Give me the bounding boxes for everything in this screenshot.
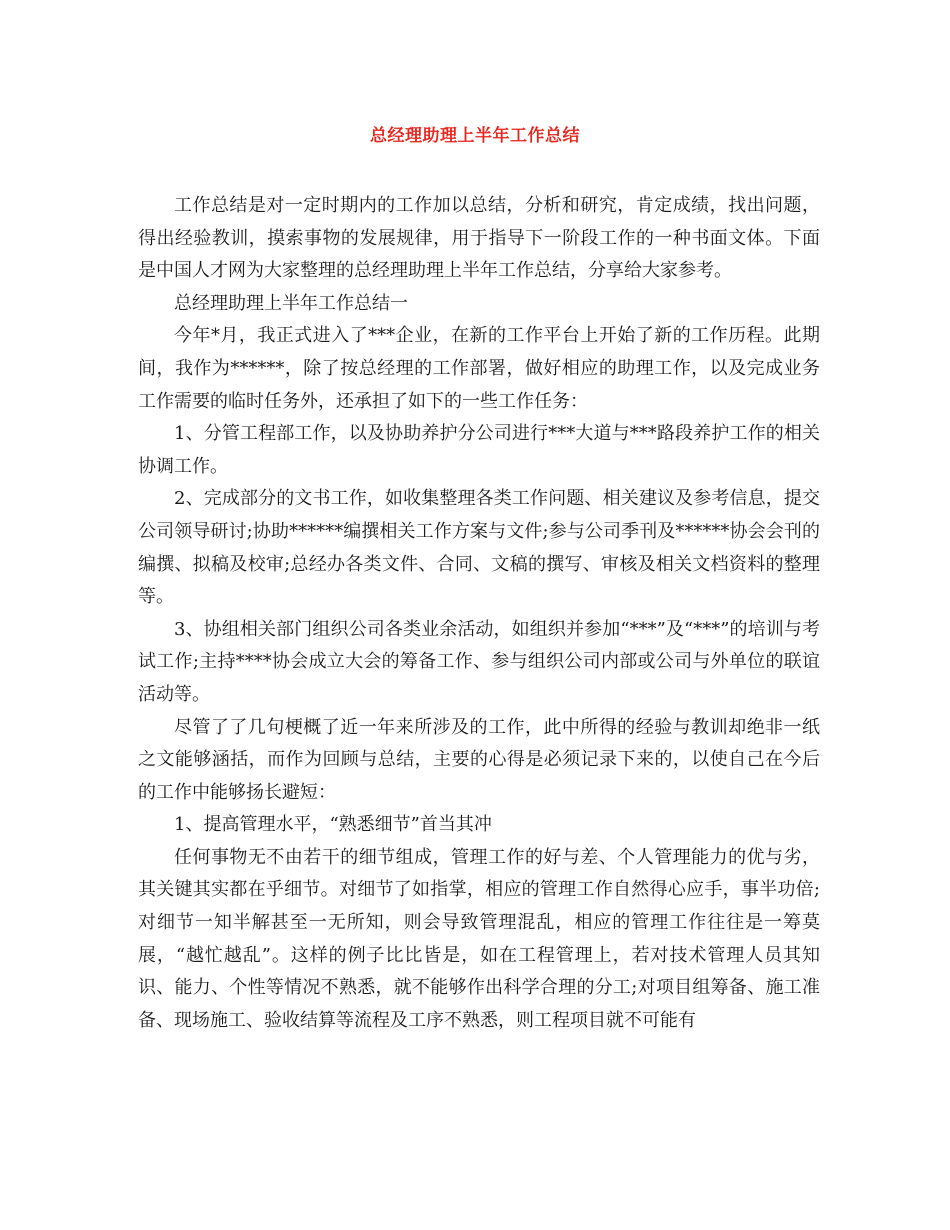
document-title: 总经理助理上半年工作总结 (370, 126, 580, 146)
paragraph-details: 任何事物无不由若干的细节组成，管理工作的好与差、个人管理能力的优与劣，其关键其实都在乎细节。对细节了如指掌，相应的管理工作自然得心应手，事半功倍;对细节一知半解甚至一无所知，则会导致管理混乱，相应的管理工作往往是一筹莫展，“越忙越乱”。这样的例子比比皆是，如在工程管理上，若对技术管理人员其知识、能力、个性等情况不熟悉，就不能够作出科学合理的分工;对项目组筹备、施工准备、现场施工、验收结算等流程及工序不熟悉，则工程项目就不可能有 (138, 846, 820, 1031)
list-item-1: 1、分管工程部工作，以及协助养护分公司进行***大道与***路段养护工作的相关协调工作。 (138, 423, 820, 477)
paragraph-reflection: 尽管了了几句梗概了近一年来所涉及的工作，此中所得的经验与教训却绝非一纸之文能够涵括，而作为回顾与总结，主要的心得是必须记录下来的，以使自己在今后的工作中能够扬长避短： (138, 716, 820, 803)
list-item-2: 2、完成部分的文书工作，如收集整理各类工作问题、相关建议及参考信息，提交公司领导研讨;协助******编撰相关工作方案与文件;参与公司季刊及******协会会刊的编撰、拟稿及校审;总经办各类文件、合同、文稿的撰写、审核及相关文档资料的整理等。 (138, 488, 820, 608)
paragraph-intro: 工作总结是对一定时期内的工作加以总结，分析和研究，肯定成绩，找出问题，得出经验教训，摸索事物的发展规律，用于指导下一阶段工作的一种书面文体。下面是中国人才网为大家整理的总经理助理上半年工作总结，分享给大家参考。 (138, 195, 820, 282)
paragraph-start: 今年*月，我正式进入了***企业，在新的工作平台上开始了新的工作历程。此期间，我作为******，除了按总经理的工作部署，做好相应的助理工作，以及完成业务工作需要的临时任务外，还承担了如下的一些工作任务： (138, 325, 820, 412)
section-heading: 总经理助理上半年工作总结一 (174, 292, 408, 314)
list-item-3: 3、协组相关部门组织公司各类业余活动，如组织并参加“***”及“***”的培训与考试工作;主持****协会成立大会的筹备工作、参与组织公司内部或公司与外单位的联谊活动等。 (138, 618, 820, 705)
subheading-details: 1、提高管理水平，“熟悉细节”首当其冲 (174, 814, 492, 836)
document-body (138, 190, 820, 1037)
